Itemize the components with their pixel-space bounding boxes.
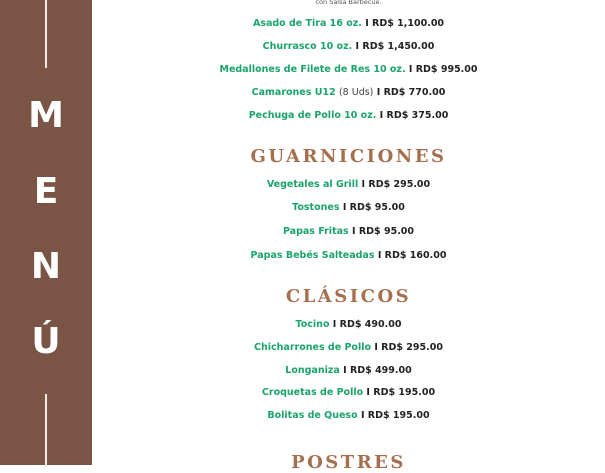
item-name: Churrasco 10 oz.: [262, 41, 353, 52]
menu-item: [92, 87, 605, 98]
menu-item: [92, 387, 605, 398]
item-name: Chicharrones de Pollo: [254, 342, 371, 353]
menu-item: [92, 41, 605, 52]
item-price: RD$ 295.00: [381, 342, 443, 353]
item-name: Longaniza: [285, 365, 340, 376]
item-price: RD$ 195.00: [367, 410, 430, 421]
item-name: Papas Bebés Salteadas: [250, 250, 375, 261]
item-separator: I: [379, 110, 384, 121]
menu-item: [92, 319, 605, 330]
sidebar-letter-n: N: [30, 246, 62, 287]
item-price: RD$ 499.00: [349, 365, 412, 376]
menu-item: [92, 342, 605, 353]
item-price: RD$ 1,450.00: [362, 41, 435, 52]
item-separator: I: [366, 387, 370, 398]
section-title-postres: POSTRES: [291, 452, 406, 473]
item-separator: I: [343, 365, 347, 376]
item-price: RD$ 195.00: [373, 387, 436, 398]
item-price: RD$ 490.00: [339, 319, 402, 330]
menu-item: [92, 226, 605, 237]
item-price: RD$ 770.00: [383, 87, 446, 98]
item-separator: I: [377, 250, 382, 261]
menu-item: [92, 18, 605, 29]
sidebar-letter-m: M: [28, 95, 64, 136]
item-separator: I: [361, 179, 366, 190]
item-name: Vegetales al Grill: [266, 179, 359, 190]
menu-item: [92, 250, 605, 261]
item-separator: I: [360, 410, 365, 421]
item-name: Papas Fritas: [282, 226, 349, 237]
item-name: Tostones: [292, 202, 340, 213]
item-separator: I: [365, 18, 369, 29]
menu-item: [92, 110, 605, 121]
menu-item: [92, 202, 605, 213]
item-separator: I: [376, 87, 381, 98]
item-separator: I: [352, 226, 356, 237]
item-price: RD$ 295.00: [368, 179, 431, 190]
menu-item: [92, 410, 605, 421]
item-separator: I: [374, 342, 378, 353]
item-separator: I: [342, 202, 347, 213]
menu-item: [92, 179, 605, 190]
sidebar-divider-top: [45, 0, 47, 68]
item-price: RD$ 95.00: [358, 226, 415, 237]
item-price: RD$ 995.00: [415, 64, 478, 75]
item-name: Pechuga de Pollo 10 oz.: [248, 110, 377, 121]
item-price: RD$ 95.00: [349, 202, 405, 213]
item-price: RD$ 375.00: [386, 110, 449, 121]
item-price: RD$ 160.00: [384, 250, 447, 261]
item-name: Asado de Tira 16 oz.: [252, 18, 362, 29]
item-separator: I: [355, 41, 360, 52]
item-name: Medallones de Filete de Res 10 oz.: [219, 64, 406, 75]
menu-item: [92, 365, 605, 376]
section-title-clasicos: CLÁSICOS: [285, 286, 412, 307]
menu-item: [92, 64, 605, 75]
menu-content: [92, 0, 605, 473]
sidebar-letter-u: Ú: [31, 321, 61, 362]
sidebar-divider-bottom: [45, 394, 47, 465]
item-name: Tocino: [295, 319, 330, 330]
menu-sidebar: [0, 0, 92, 465]
item-name: Croquetas de Pollo: [261, 387, 364, 398]
item-separator: I: [332, 319, 337, 330]
item-price: RD$ 1,100.00: [372, 18, 445, 29]
sidebar-letter-e: E: [33, 171, 59, 212]
item-note: con Salsa Barbecue.: [315, 0, 382, 6]
section-title-guarniciones: GUARNICIONES: [250, 146, 447, 167]
item-separator: I: [408, 64, 413, 75]
item-name: Bolitas de Queso: [267, 410, 358, 421]
item-name: Camarones U12: [251, 87, 336, 98]
item-quantity: (8 Uds): [338, 87, 374, 98]
